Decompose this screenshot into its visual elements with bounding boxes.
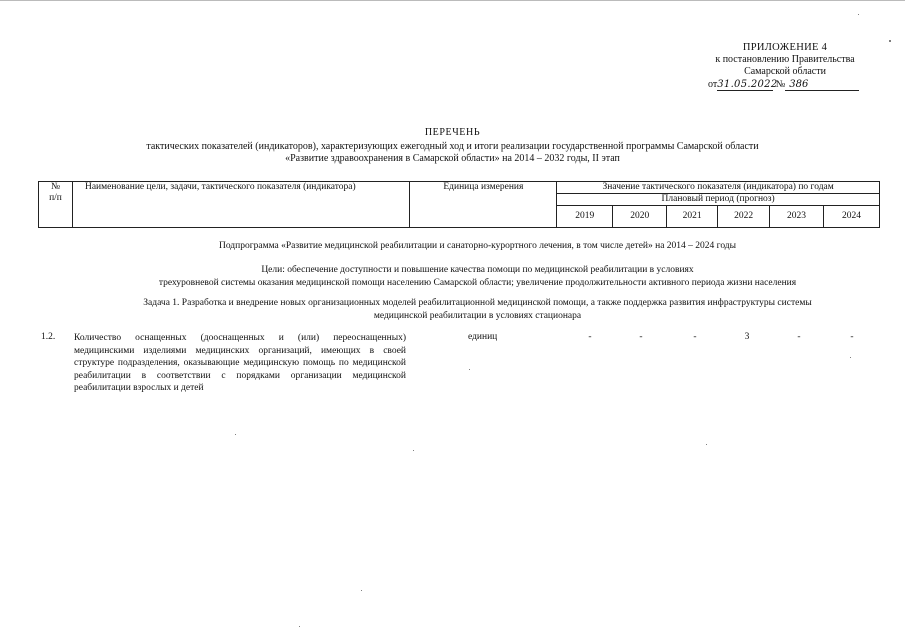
- row-number: 1.2.: [41, 332, 56, 342]
- document-title: [0, 127, 905, 166]
- header-number-label: №: [50, 182, 61, 192]
- subprogram-title: Подпрограмма «Развитие медицинской реабилитации и санаторно-курортного лечения, в том числе детей» на 2014 – 2024 годы: [218, 241, 737, 251]
- header-year: 2019: [557, 206, 613, 228]
- scan-speck: [706, 444, 707, 445]
- appendix-title: ПРИЛОЖЕНИЕ 4: [742, 42, 828, 53]
- row-indicator-name: Количество оснащенных (дооснащенных и (или) переоснащенных) медицинскими изделиями медицинских организаций, имеющих в своей структуре подразделения, оказывающие медицинскую помощь по медицинской реабилитации в соответствии с порядками организации медицинской реабилитации взрослых и детей: [74, 333, 406, 393]
- header-cell-period: Плановый период (прогноз): [557, 194, 880, 206]
- goal-line: трехуровневой системы оказания медицинской помощи населению Самарской области; увеличение продолжительности активного периода жизни населения: [158, 277, 797, 288]
- scan-speck: [850, 357, 851, 358]
- number-prefix: №: [775, 79, 786, 90]
- task-line: медицинской реабилитации в условиях стационара: [373, 310, 582, 321]
- scan-speck: [299, 626, 300, 627]
- scan-speck: [235, 434, 236, 435]
- row-value-2023: -: [797, 332, 801, 342]
- appendix-line: к постановлению Правительства: [715, 54, 855, 65]
- task-line: Задача 1. Разработка и внедрение новых организационных моделей реабилитационной медицинской помощи, а также поддержка развития инфраструктуры системы: [143, 298, 812, 308]
- row-value-2022: 3: [744, 332, 750, 342]
- task-text: [0, 297, 905, 322]
- appendix-line: Самарской области: [744, 66, 826, 77]
- header-cell-unit: Единица измерения: [410, 182, 557, 228]
- header-cell-name: Наименование цели, задачи, тактического показателя (индикатора): [72, 182, 410, 228]
- row-value-2021: -: [693, 332, 697, 342]
- handwritten-number: 386: [785, 79, 859, 91]
- document-heading: ПЕРЕЧЕНЬ: [424, 127, 481, 138]
- appendix-date-line: [690, 79, 880, 91]
- scan-speck: [413, 450, 414, 451]
- goal-line: Цели: обеспечение доступности и повышение качества помощи по медицинской реабилитации в условиях: [261, 265, 694, 275]
- row-value-2024: -: [850, 332, 854, 342]
- date-prefix: от: [708, 79, 718, 90]
- document-subtitle-line: «Развитие здравоохранения в Самарской области» на 2014 – 2032 годы, II этап: [285, 153, 620, 164]
- scan-speck: [361, 590, 362, 591]
- scan-top-edge: [0, 0, 905, 1]
- header-year: 2023: [770, 206, 824, 228]
- scan-speck: [469, 369, 470, 370]
- header-cell-number: [39, 182, 73, 228]
- goal-text: [0, 264, 905, 289]
- header-year: 2020: [613, 206, 667, 228]
- indicator-table-header: [38, 181, 880, 228]
- header-cell-values: Значение тактического показателя (индикатора) по годам: [557, 182, 880, 194]
- header-year: 2021: [667, 206, 718, 228]
- handwritten-date: 31.05.2022: [717, 79, 778, 90]
- header-number-label: п/п: [49, 193, 62, 203]
- scan-speck: [889, 40, 891, 42]
- appendix-block: [690, 42, 880, 91]
- row-unit: единиц: [468, 332, 498, 342]
- row-value-2019: -: [588, 332, 592, 342]
- scan-speck: [858, 14, 859, 15]
- document-subtitle-line: тактических показателей (индикаторов), характеризующих ежегодный ход и итоги реализации государственной программы Самарской области: [146, 140, 759, 152]
- header-year: 2022: [718, 206, 770, 228]
- row-value-2020: -: [639, 332, 643, 342]
- header-year: 2024: [823, 206, 879, 228]
